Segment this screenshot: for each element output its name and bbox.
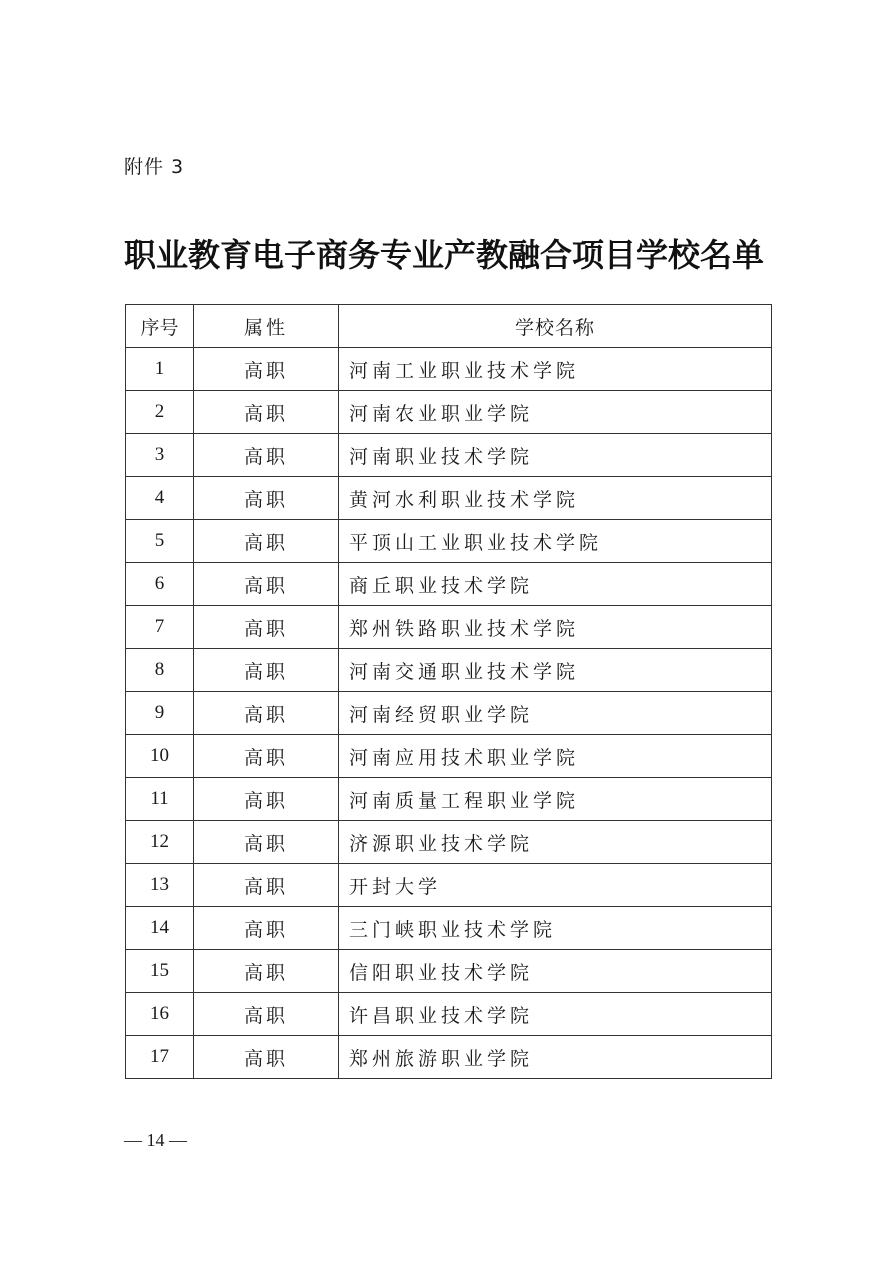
serial-number-cell: 5: [126, 520, 194, 563]
attachment-label: 附件 3: [124, 156, 185, 178]
attribute-cell: 高职: [194, 649, 339, 692]
serial-number-cell: 10: [126, 735, 194, 778]
header-attribute: 属性: [194, 305, 339, 348]
school-name-cell: 河南质量工程职业学院: [339, 778, 772, 821]
table-row: [126, 477, 772, 520]
serial-number-cell: 13: [126, 864, 194, 907]
header-serial-number: 序号: [126, 305, 194, 348]
attribute-cell: 高职: [194, 1036, 339, 1079]
attribute-cell: 高职: [194, 993, 339, 1036]
school-name-cell: 河南工业职业技术学院: [339, 348, 772, 391]
table-row: [126, 348, 772, 391]
attribute-cell: 高职: [194, 864, 339, 907]
serial-number-cell: 17: [126, 1036, 194, 1079]
school-name-cell: 河南农业职业学院: [339, 391, 772, 434]
table-row: [126, 864, 772, 907]
serial-number-cell: 3: [126, 434, 194, 477]
table-row: [126, 692, 772, 735]
school-name-cell: 三门峡职业技术学院: [339, 907, 772, 950]
attribute-cell: 高职: [194, 692, 339, 735]
attribute-cell: 高职: [194, 520, 339, 563]
school-name-cell: 郑州铁路职业技术学院: [339, 606, 772, 649]
table-row: [126, 563, 772, 606]
school-name-cell: 河南应用技术职业学院: [339, 735, 772, 778]
school-list-table: [125, 304, 772, 1079]
school-name-cell: 信阳职业技术学院: [339, 950, 772, 993]
school-name-cell: 平顶山工业职业技术学院: [339, 520, 772, 563]
serial-number-cell: 8: [126, 649, 194, 692]
table-row: [126, 1036, 772, 1079]
serial-number-cell: 4: [126, 477, 194, 520]
serial-number-cell: 14: [126, 907, 194, 950]
serial-number-cell: 15: [126, 950, 194, 993]
attribute-cell: 高职: [194, 950, 339, 993]
attribute-cell: 高职: [194, 477, 339, 520]
school-name-cell: 河南经贸职业学院: [339, 692, 772, 735]
serial-number-cell: 1: [126, 348, 194, 391]
attribute-cell: 高职: [194, 735, 339, 778]
school-name-cell: 许昌职业技术学院: [339, 993, 772, 1036]
document-title: 职业教育电子商务专业产教融合项目学校名单: [124, 236, 765, 274]
header-school-name: 学校名称: [339, 305, 772, 348]
table-row: [126, 950, 772, 993]
serial-number-cell: 11: [126, 778, 194, 821]
table-row: [126, 735, 772, 778]
attribute-cell: 高职: [194, 778, 339, 821]
table-header-row: [126, 305, 772, 348]
attribute-cell: 高职: [194, 606, 339, 649]
attribute-cell: 高职: [194, 563, 339, 606]
serial-number-cell: 9: [126, 692, 194, 735]
attribute-cell: 高职: [194, 907, 339, 950]
table-row: [126, 434, 772, 477]
attribute-cell: 高职: [194, 821, 339, 864]
attribute-cell: 高职: [194, 348, 339, 391]
school-name-cell: 济源职业技术学院: [339, 821, 772, 864]
attribute-cell: 高职: [194, 434, 339, 477]
table-row: [126, 520, 772, 563]
table-row: [126, 821, 772, 864]
serial-number-cell: 7: [126, 606, 194, 649]
page-number: — 14 —: [124, 1130, 187, 1150]
school-name-cell: 商丘职业技术学院: [339, 563, 772, 606]
table-row: [126, 907, 772, 950]
school-name-cell: 开封大学: [339, 864, 772, 907]
serial-number-cell: 12: [126, 821, 194, 864]
table-row: [126, 778, 772, 821]
school-name-cell: 郑州旅游职业学院: [339, 1036, 772, 1079]
table-row: [126, 606, 772, 649]
serial-number-cell: 2: [126, 391, 194, 434]
school-name-cell: 黄河水利职业技术学院: [339, 477, 772, 520]
serial-number-cell: 16: [126, 993, 194, 1036]
table-row: [126, 391, 772, 434]
table-row: [126, 993, 772, 1036]
school-name-cell: 河南交通职业技术学院: [339, 649, 772, 692]
school-name-cell: 河南职业技术学院: [339, 434, 772, 477]
serial-number-cell: 6: [126, 563, 194, 606]
table-row: [126, 649, 772, 692]
attribute-cell: 高职: [194, 391, 339, 434]
